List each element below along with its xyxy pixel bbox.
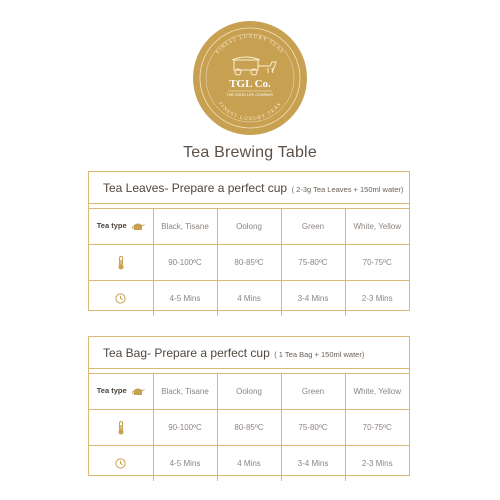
temperature-cell: 70-75ºC bbox=[345, 245, 409, 281]
ring-text-bottom: FINEST LUXURY TEAS bbox=[216, 101, 284, 123]
page-title: Tea Brewing Table bbox=[183, 144, 317, 161]
teapot-icon bbox=[131, 387, 145, 397]
temperature-cell: 70-75ºC bbox=[345, 410, 409, 446]
clock-icon bbox=[115, 293, 126, 304]
temperature-cell: 75-80ºC bbox=[281, 245, 345, 281]
tea-type-cell: Black, Tisane bbox=[153, 209, 217, 245]
clock-icon bbox=[115, 458, 126, 469]
teapot-icon bbox=[131, 222, 145, 232]
table-row bbox=[89, 410, 409, 446]
time-cell: 4-5 Mins bbox=[153, 281, 217, 317]
thermometer-icon bbox=[117, 421, 125, 435]
tea-type-cell: Green bbox=[281, 374, 345, 410]
temperature-cell: 75-80ºC bbox=[281, 410, 345, 446]
tea-type-label: Tea type bbox=[96, 386, 127, 396]
table-title-row bbox=[89, 172, 409, 204]
time-cell: 2-3 Mins bbox=[345, 446, 409, 482]
table-subtitle: ( 1 Tea Bag + 150ml water) bbox=[274, 350, 365, 359]
tea-type-cell: White, Yellow bbox=[345, 374, 409, 410]
ring-text-top: FINEST LUXURY TEAS bbox=[215, 34, 285, 56]
tea-bag-table bbox=[88, 336, 410, 476]
tea-type-cell: Oolong bbox=[217, 374, 281, 410]
time-cell: 4 Mins bbox=[217, 281, 281, 317]
brand-name: TGL Co. bbox=[229, 78, 271, 90]
time-label-cell bbox=[89, 446, 153, 482]
table-subtitle: ( 2-3g Tea Leaves + 150ml water) bbox=[291, 185, 404, 194]
tea-type-cell: White, Yellow bbox=[345, 209, 409, 245]
brewing-grid bbox=[89, 208, 409, 316]
time-cell: 2-3 Mins bbox=[345, 281, 409, 317]
tea-type-cell: Black, Tisane bbox=[153, 374, 217, 410]
table-row bbox=[89, 374, 409, 410]
temperature-label-cell bbox=[89, 245, 153, 281]
temperature-cell: 90-100ºC bbox=[153, 245, 217, 281]
tea-type-label-cell bbox=[89, 209, 153, 245]
table-row bbox=[89, 245, 409, 281]
table-row bbox=[89, 281, 409, 317]
tea-type-label-cell bbox=[89, 374, 153, 410]
time-cell: 4 Mins bbox=[217, 446, 281, 482]
table-row bbox=[89, 209, 409, 245]
brand-logo bbox=[192, 20, 308, 136]
thermometer-icon bbox=[117, 256, 125, 270]
temperature-cell: 90-100ºC bbox=[153, 410, 217, 446]
tea-type-cell: Green bbox=[281, 209, 345, 245]
table-row bbox=[89, 446, 409, 482]
temperature-cell: 80-85ºC bbox=[217, 245, 281, 281]
time-label-cell bbox=[89, 281, 153, 317]
table-title: Tea Leaves- Prepare a perfect cup bbox=[103, 181, 288, 195]
temperature-label-cell bbox=[89, 410, 153, 446]
brand-tagline: THE GOOD LIFE COMPANY bbox=[226, 93, 274, 97]
brewing-grid bbox=[89, 373, 409, 481]
tea-type-label: Tea type bbox=[96, 221, 127, 231]
time-cell: 4-5 Mins bbox=[153, 446, 217, 482]
tea-leaves-table bbox=[88, 171, 410, 311]
time-cell: 3-4 Mins bbox=[281, 446, 345, 482]
table-title: Tea Bag- Prepare a perfect cup bbox=[103, 346, 270, 360]
table-title-row bbox=[89, 337, 409, 369]
tea-type-cell: Oolong bbox=[217, 209, 281, 245]
temperature-cell: 80-85ºC bbox=[217, 410, 281, 446]
time-cell: 3-4 Mins bbox=[281, 281, 345, 317]
